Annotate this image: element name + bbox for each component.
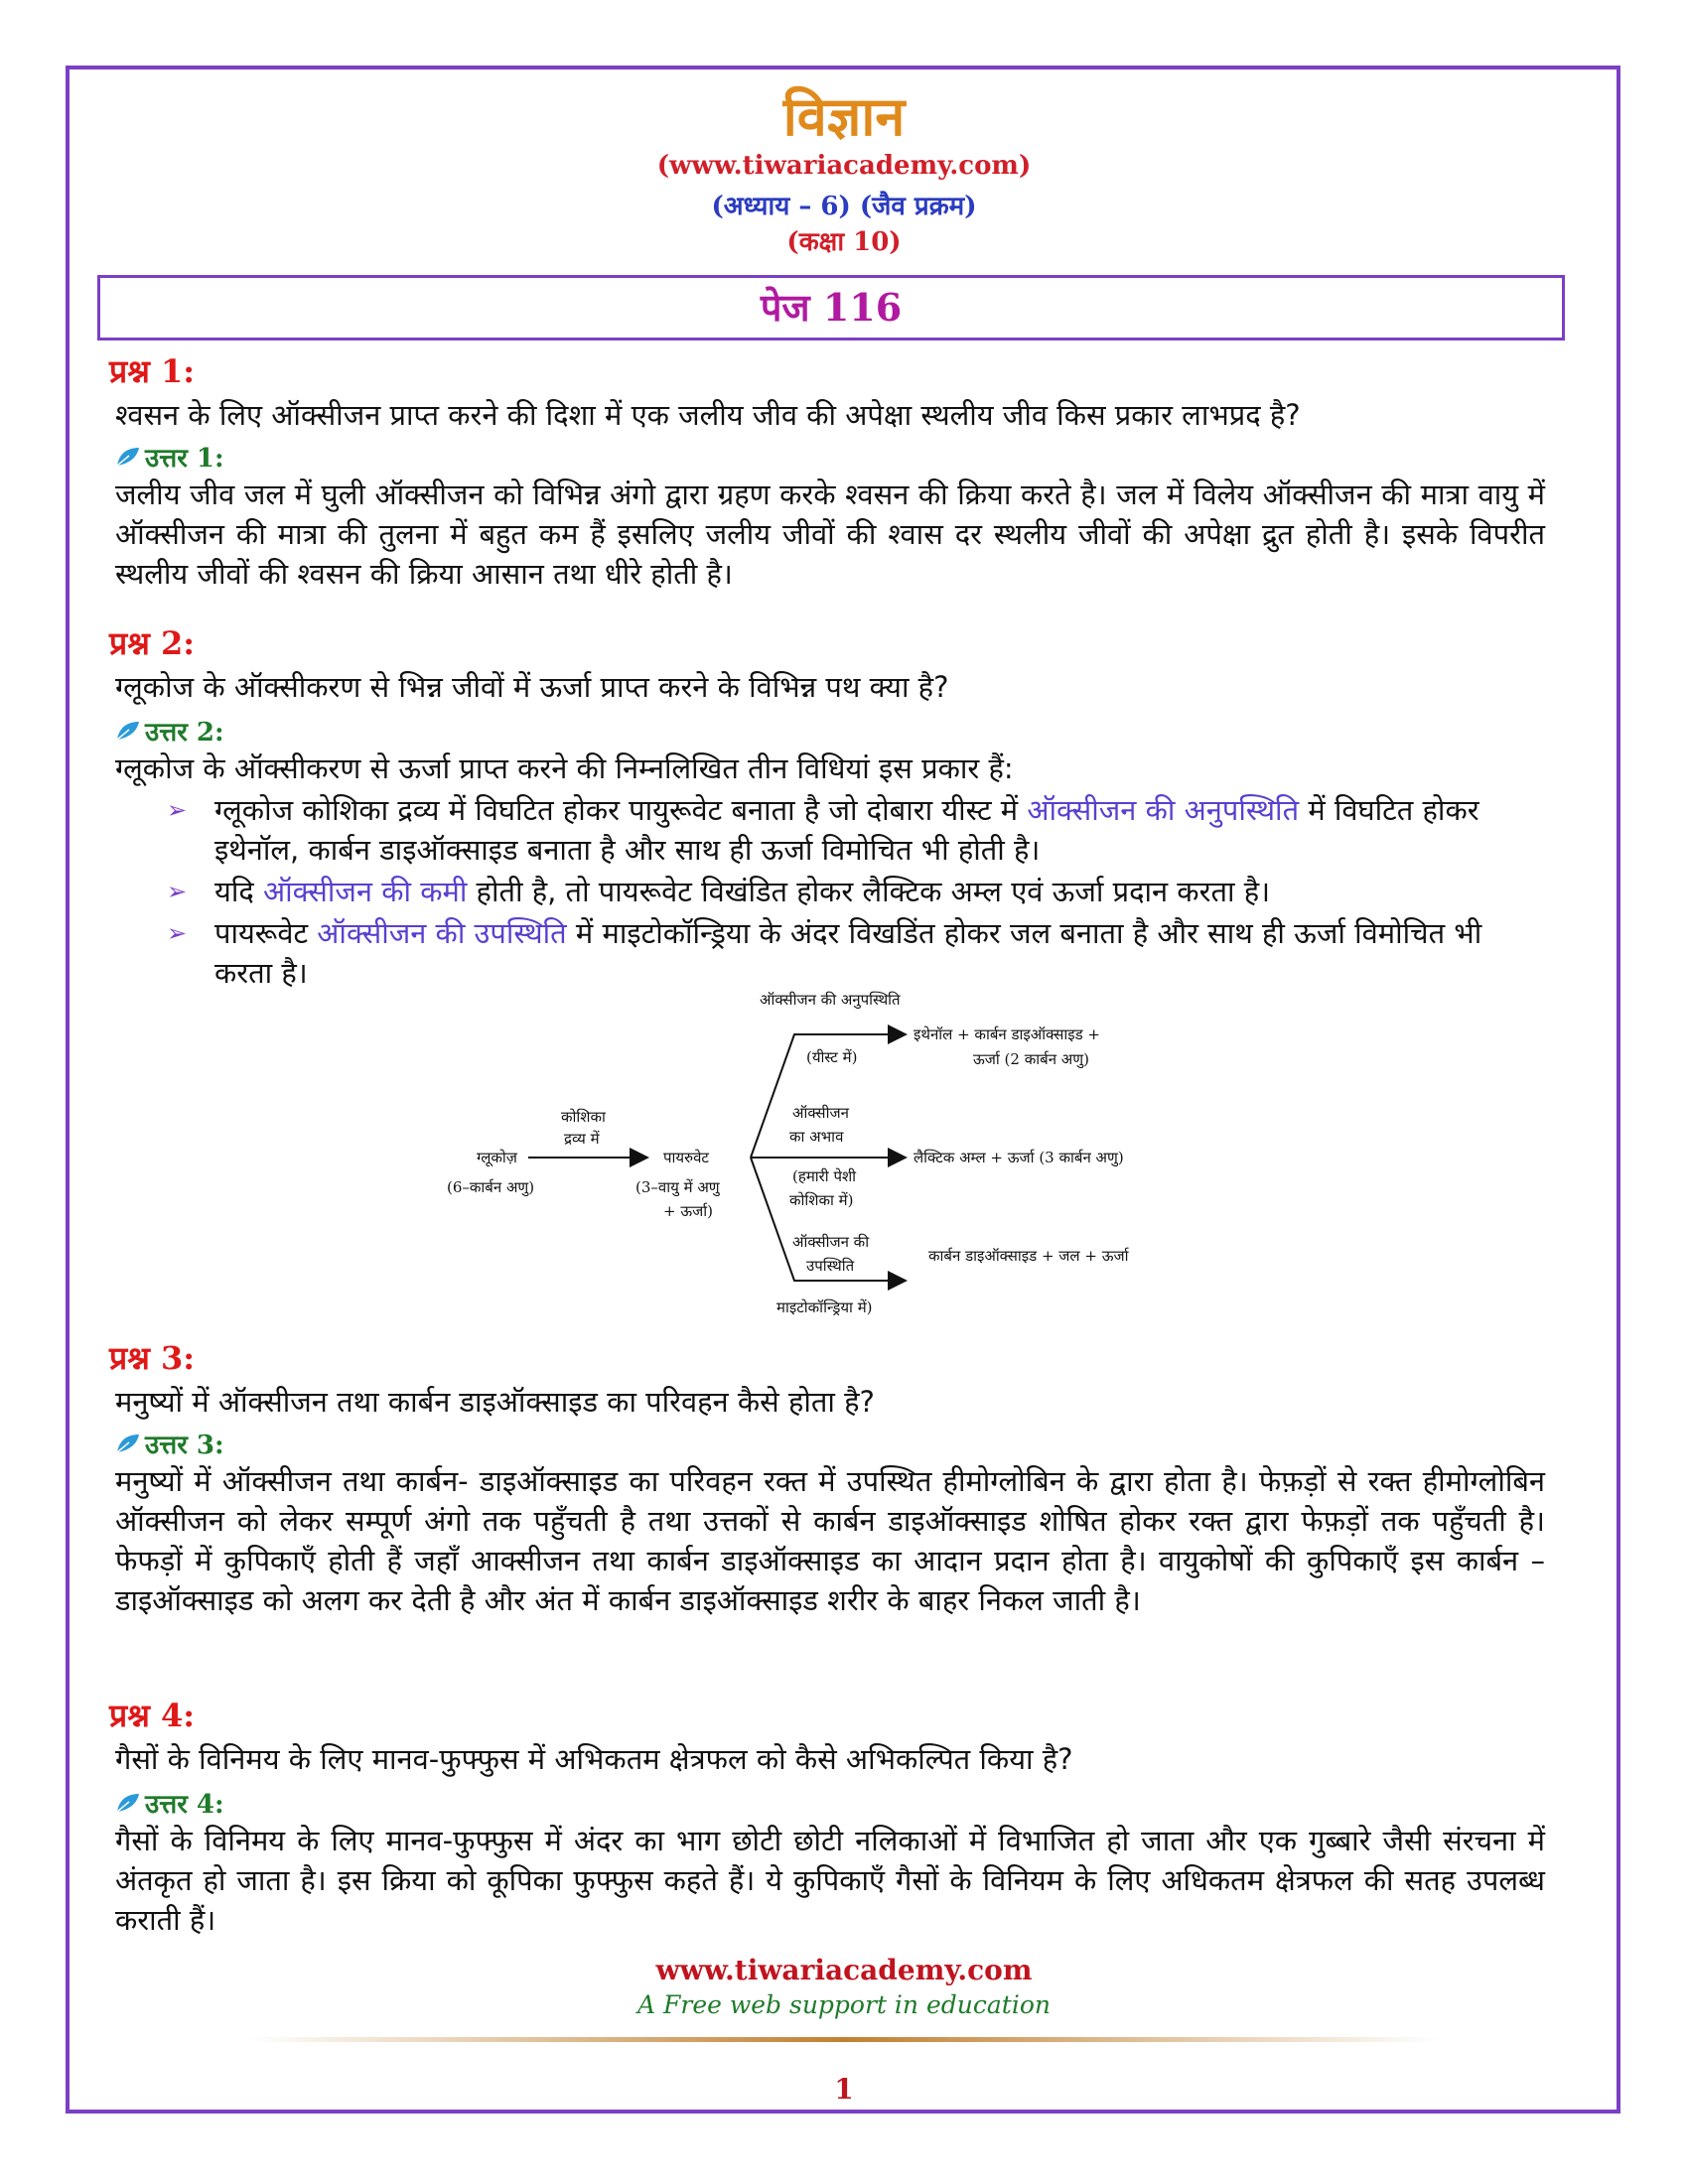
answer-3-label — [115, 1426, 224, 1461]
muscle-label-1: (हमारी पेशी — [792, 1167, 857, 1185]
question-3-text: मनुष्यों में ऑक्सीजन तथा कार्बन डाइऑक्साइड का परिवहन कैसे होता है? — [115, 1385, 875, 1419]
answer-4-label-text: उत्तर 4: — [145, 1790, 224, 1820]
answer-leaf-icon — [115, 720, 141, 742]
lack-label-2: का अभाव — [789, 1128, 844, 1146]
page-title-box: पेज 116 — [97, 275, 1565, 341]
answer-3-text: मनुष्यों में ऑक्सीजन तथा कार्बन- डाइऑक्साइड का परिवहन रक्त में उपस्थित हीमोग्लोबिन के द्वारा होता है। फेफ़ड़ों से रक्त हीमोग्लोबिन ऑक्सीजन को लेकर सम्पूर्ण अंगो तक पहुँचती है तथा उत्तकों से कार्बन डाइऑक्साइड शोषित होकर रक्त द्वारा फेफ़ड़ों तक पहुँचती है। फेफड़ों में कुपिकाएँ होती हैं जहाँ आक्सीजन तथा कार्बन डाइऑक्साइड का आदान प्रदान होता है। वायुकोषों की कुपिकाएँ इस कार्बन – डाइऑक्साइड को अलग कर देती है और अंत में कार्बन डाइऑक्साइड शरीर के बाहर निकल जाती है। — [115, 1464, 1545, 1617]
question-4-text: गैसों के विनिमय के लिए मानव-फुफ्फुस में अभिकतम क्षेत्रफल को कैसे अभिकल्पित किया है? — [115, 1742, 1073, 1776]
answer-1-label-text: उत्तर 1: — [145, 444, 224, 474]
bullet-item: ➢ पायरूवेट ऑक्सीजन की उपस्थिति में माइटोकॉन्ड्रिया के अंदर विखडिंत होकर जल बनाता है और साथ ही ऊर्जा विमोचित भी करता है। — [167, 913, 1545, 993]
question-1-title: प्रश्न 1: — [109, 352, 196, 390]
footer-divider — [248, 2037, 1440, 2042]
arrow-bullet-icon: ➢ — [167, 796, 188, 824]
page-number: 1 — [834, 2073, 854, 2106]
mito-label: माइटोकॉन्ड्रिया में) — [776, 1298, 873, 1316]
answer-3-label-text: उत्तर 3: — [145, 1431, 224, 1460]
question-4-title: प्रश्न 4: — [109, 1697, 196, 1734]
answer-leaf-icon — [115, 1433, 141, 1454]
muscle-label-2: कोशिका में) — [789, 1191, 854, 1209]
question-1-text: श्वसन के लिए ऑक्सीजन प्राप्त करने की दिशा में एक जलीय जीव की अपेक्षा स्थलीय जीव किस प्रकार लाभप्रद है? — [115, 398, 1301, 432]
question-2-title: प्रश्न 2: — [109, 624, 196, 662]
chapter-title: (अध्याय – 6) (जैव प्रक्रम) — [711, 192, 977, 221]
lack-label-1: ऑक्सीजन — [792, 1104, 849, 1122]
absence-label: ऑक्सीजन की अनुपस्थिति — [760, 991, 901, 1009]
arrow-bullet-icon: ➢ — [167, 919, 188, 947]
question-3-title: प्रश्न 3: — [109, 1339, 196, 1377]
highlight-text: ऑक्सीजन की उपस्थिति — [317, 916, 567, 950]
answer-leaf-icon — [115, 446, 141, 468]
pyruvate-sub-label-1: (3–वायु में अणु — [635, 1178, 720, 1196]
answer-4-label — [115, 1785, 224, 1821]
co2-product: कार्बन डाइऑक्साइड + जल + ऊर्जा — [928, 1247, 1129, 1265]
highlight-text: ऑक्सीजन की कमी — [262, 875, 468, 908]
pyruvate-label: पायरुवेट — [663, 1149, 709, 1166]
pyruvate-sub-label-2: + ऊर्जा) — [663, 1202, 713, 1220]
answer-2-label-text: उत्तर 2: — [145, 718, 224, 748]
answer-2-intro: ग्लूकोज के ऑक्सीकरण से ऊर्जा प्राप्त करने की निम्नलिखित तीन विधियां इस प्रकार हैं: — [115, 751, 1014, 785]
presence-label-2: उपस्थिति — [806, 1257, 855, 1275]
respiration-pathway-diagram — [417, 983, 1241, 1340]
footer-url[interactable]: www.tiwariacademy.com — [655, 1954, 1033, 1986]
question-2-text: ग्लूकोज के ऑक्सीकरण से भिन्न जीवों में ऊर्जा प्राप्त करने के विभिन्न पथ क्या है? — [115, 670, 949, 704]
bullet-item: ➢ यदि ऑक्सीजन की कमी होती है, तो पायरूवेट विखंडित होकर लैक्टिक अम्ल एवं ऊर्जा प्रदान करता है। — [167, 872, 1545, 911]
answer-leaf-icon — [115, 1792, 141, 1814]
answer-1-label — [115, 439, 224, 475]
answer-4-text: गैसों के विनिमय के लिए मानव-फुफ्फुस में अंदर का भाग छोटी छोटी नलिकाओं में विभाजित हो जाता और एक गुब्बारे जैसी संरचना में अंतकृत हो जाता है। इस क्रिया को कूपिका फुफ्फुस कहते हैं। ये कुपिकाएँ गैसों के विनियम के लिए अधिकतम क्षेत्रफल की सतह उपलब्ध कराती हैं। — [115, 1824, 1545, 1937]
highlight-text: ऑक्सीजन की अनुपस्थिति — [1027, 793, 1300, 827]
lactic-product: लैक्टिक अम्ल + ऊर्जा (3 कार्बन अणु) — [914, 1149, 1124, 1166]
cytoplasm-label-1: कोशिका — [561, 1108, 606, 1126]
cytoplasm-label-2: द्रव्य में — [564, 1130, 600, 1148]
answer-1-text: जलीय जीव जल में घुली ऑक्सीजन को विभिन्न अंगो द्वारा ग्रहण करके श्वसन की क्रिया करते है। जल में विलेय ऑक्सीजन की मात्रा वायु में ऑक्सीजन की मात्रा की तुलना में बहुत कम हैं इसलिए जलीय जीवों की श्वास दर स्थलीय जीवों की अपेक्षा द्रुत होती है। इसके विपरीत स्थलीय जीवों की श्वसन की क्रिया आसान तथा धीरे होती है। — [115, 478, 1545, 591]
glucose-label: ग्लूकोज़ — [477, 1149, 517, 1166]
answer-2-bullet-list — [167, 790, 1545, 995]
grade-label: (कक्षा 10) — [786, 227, 902, 257]
glucose-sub-label: (6–कार्बन अणु) — [447, 1178, 535, 1196]
answer-2-label — [115, 713, 224, 749]
footer-tagline: A Free web support in education — [637, 1990, 1051, 2019]
bullet-item: ➢ ग्लूकोज कोशिका द्रव्य में विघटित होकर पायुरूवेट बनाता है जो दोबारा यीस्ट में ऑक्सीजन की अनुपस्थिति में विघटित होकर इथेनॉल, कार्बन डाइऑक्साइड बनाता है और साथ ही ऊर्जा विमोचित भी होती है। — [167, 790, 1545, 870]
yeast-label: (यीस्ट में) — [806, 1048, 858, 1066]
arrow-bullet-icon: ➢ — [167, 878, 188, 905]
presence-label-1: ऑक्सीजन की — [792, 1233, 870, 1251]
ethanol-product-1: इथेनॉल + कार्बन डाइऑक्साइड + — [914, 1025, 1100, 1043]
subject-title: विज्ञान — [782, 85, 906, 148]
header-url[interactable]: (www.tiwariacademy.com) — [656, 151, 1032, 181]
ethanol-product-2: ऊर्जा (2 कार्बन अणु) — [973, 1050, 1089, 1068]
